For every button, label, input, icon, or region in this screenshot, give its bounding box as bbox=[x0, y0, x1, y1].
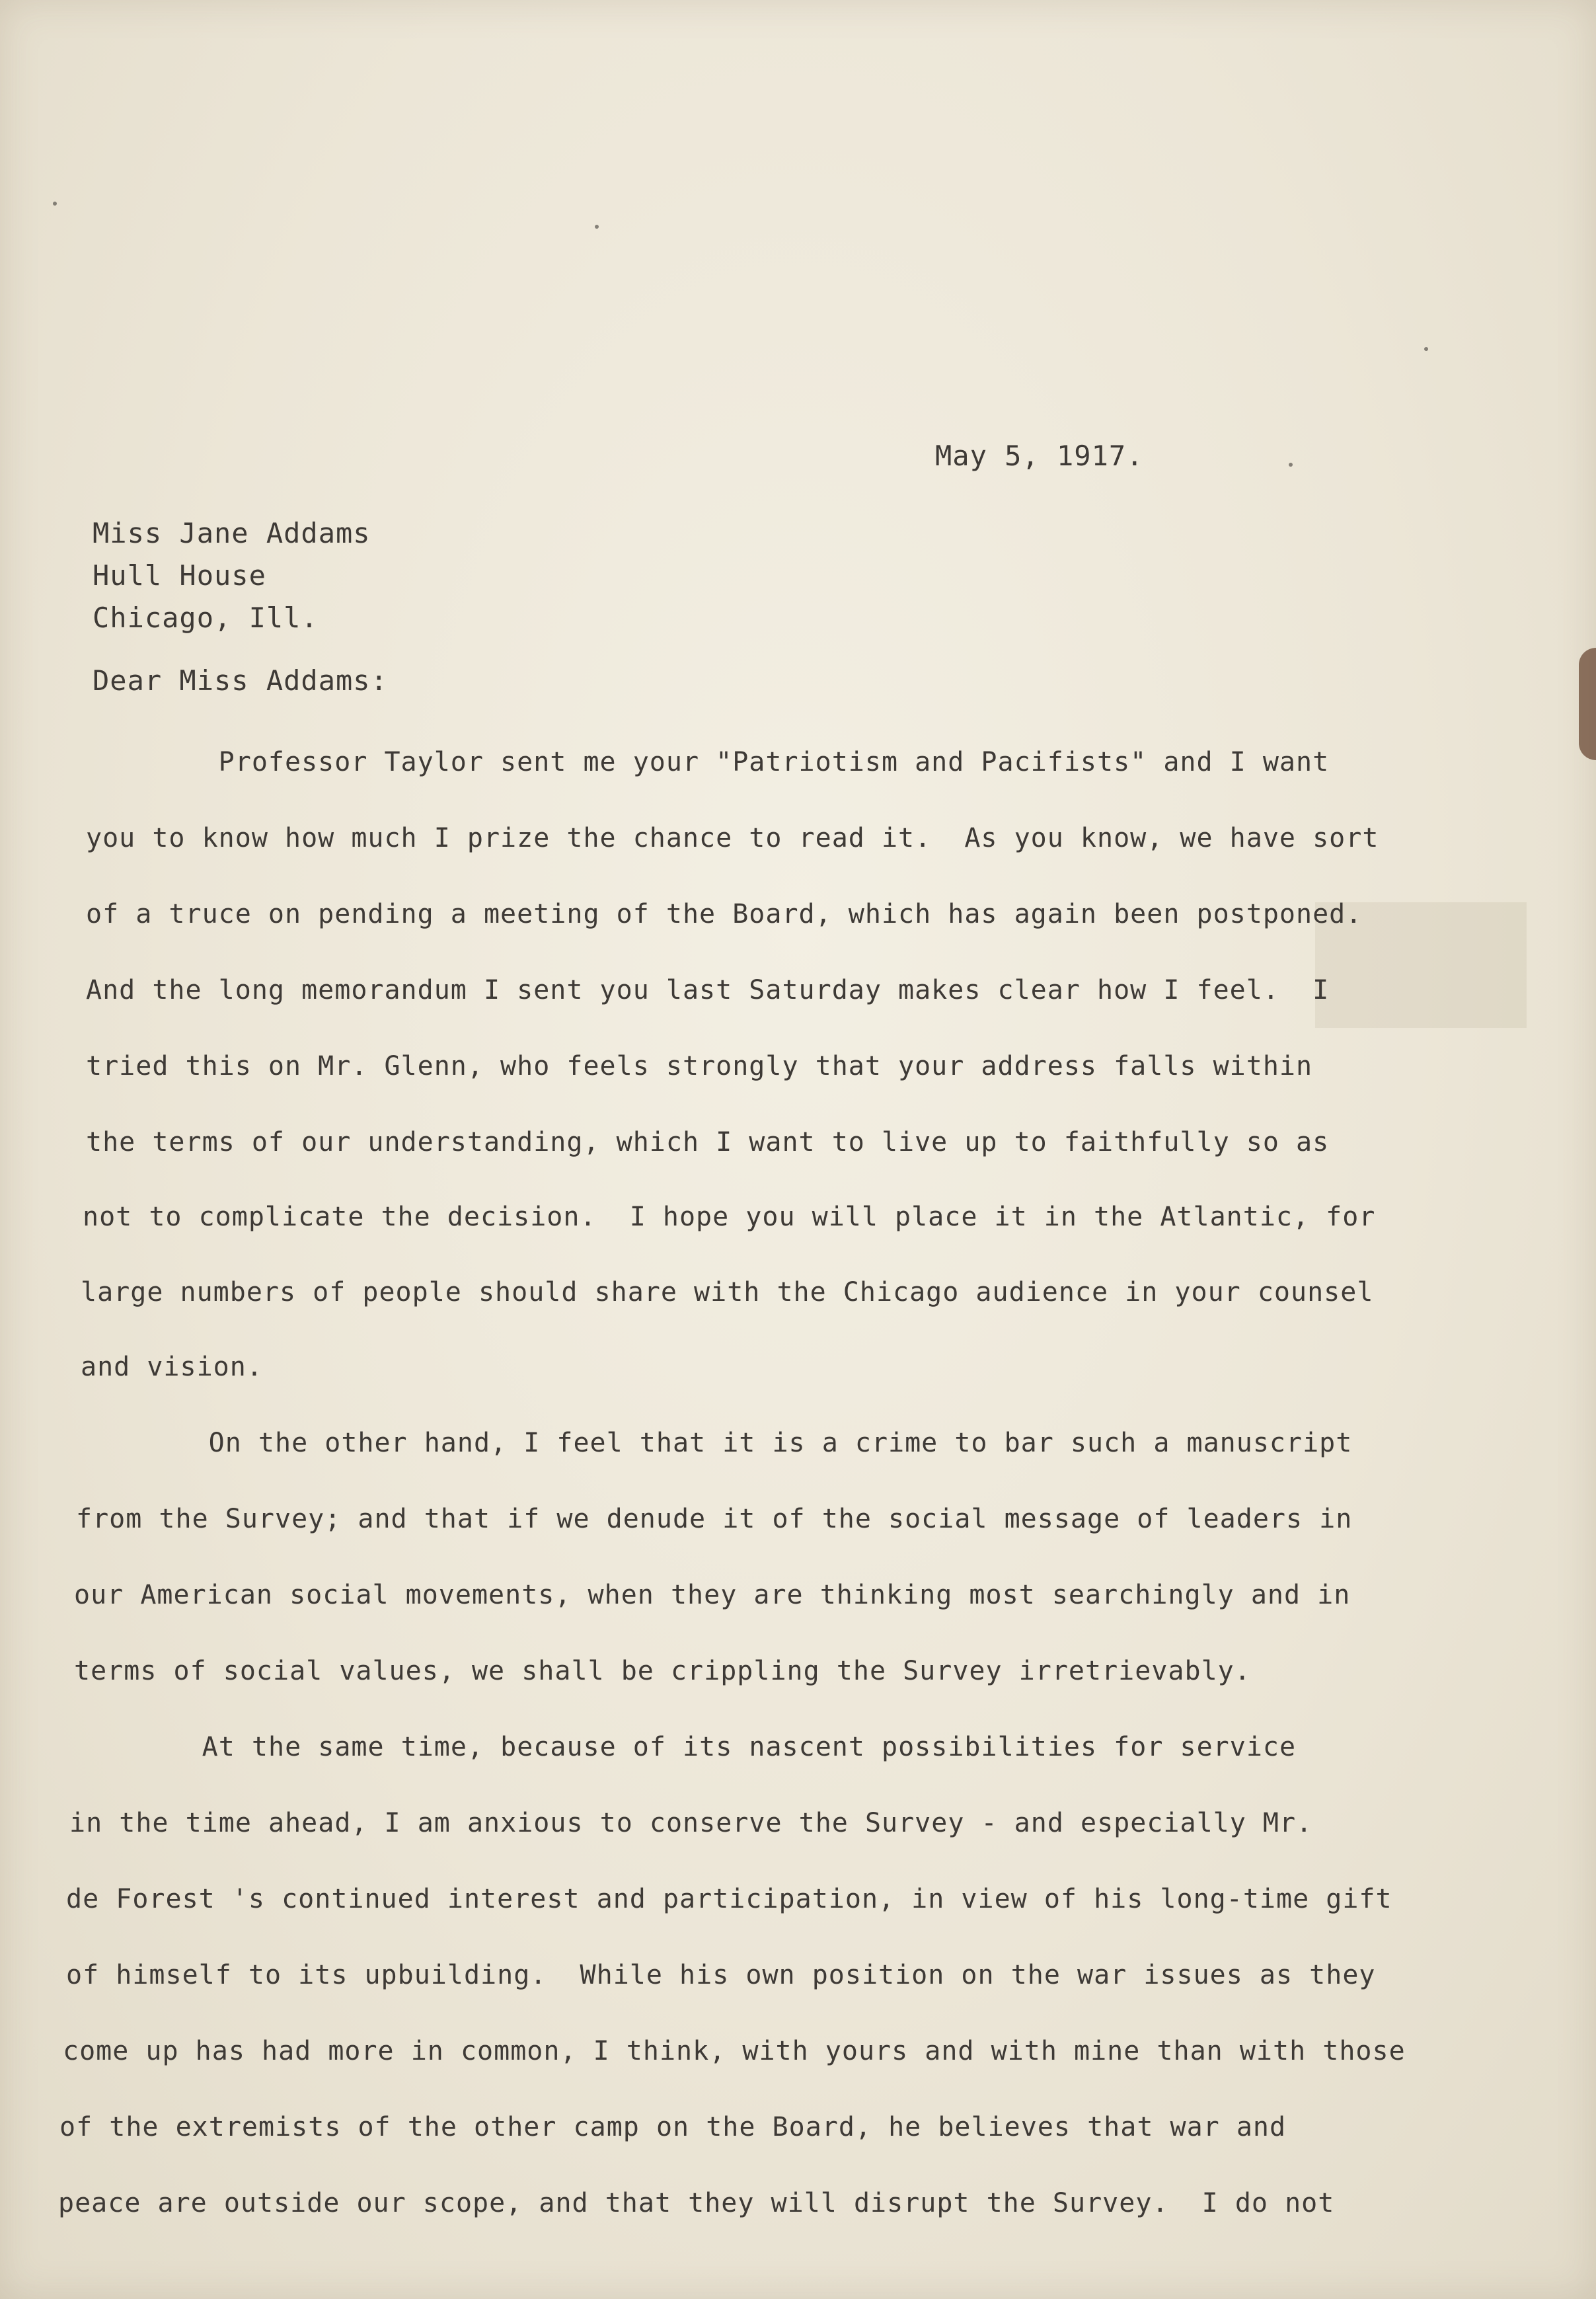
paper-speck bbox=[53, 202, 57, 206]
recipient-name: Miss Jane Addams bbox=[93, 517, 371, 549]
letter-line: and vision. bbox=[81, 1352, 263, 1382]
recipient-city: Chicago, Ill. bbox=[93, 602, 319, 634]
letter-line: On the other hand, I feel that it is a crime to bar such a manuscript bbox=[76, 1428, 1353, 1458]
letter-line: you to know how much I prize the chance to read it. As you know, we have sort bbox=[86, 823, 1379, 853]
paper-edge-damage bbox=[1579, 648, 1596, 760]
letter-line: from the Survey; and that if we denude it of the social message of leaders in bbox=[76, 1504, 1353, 1534]
letter-line: come up has had more in common, I think, with yours and with mine than with those bbox=[63, 2036, 1406, 2066]
letter-line: Professor Taylor sent me your "Patriotism and Pacifists" and I want bbox=[86, 747, 1330, 777]
salutation: Dear Miss Addams: bbox=[93, 664, 388, 697]
paper-speck bbox=[1424, 347, 1428, 351]
letter-line: of the extremists of the other camp on the Board, he believes that war and bbox=[59, 2112, 1287, 2142]
letter-line: terms of social values, we shall be crippling the Survey irretrievably. bbox=[74, 1656, 1251, 1686]
letter-line: not to complicate the decision. I hope you will place it in the Atlantic, for bbox=[83, 1202, 1376, 1232]
letter-line: the terms of our understanding, which I want to live up to faithfully so as bbox=[86, 1127, 1330, 1157]
letter-line: peace are outside our scope, and that they will disrupt the Survey. I do not bbox=[58, 2188, 1335, 2218]
letter-line: And the long memorandum I sent you last Saturday makes clear how I feel. I bbox=[86, 975, 1330, 1005]
letter-line: of a truce on pending a meeting of the Board, which has again been postponed. bbox=[86, 899, 1363, 929]
letter-line: At the same time, because of its nascent possibilities for service bbox=[69, 1732, 1297, 1762]
letter-line: tried this on Mr. Glenn, who feels strongly that your address falls within bbox=[86, 1051, 1313, 1081]
letter-date: May 5, 1917. bbox=[935, 440, 1144, 472]
paper-speck bbox=[1289, 463, 1293, 467]
letter-line: of himself to its upbuilding. While his own position on the war issues as they bbox=[66, 1960, 1376, 1990]
letter-line: in the time ahead, I am anxious to conserve the Survey - and especially Mr. bbox=[69, 1808, 1313, 1838]
letter-line: our American social movements, when they are thinking most searchingly and in bbox=[74, 1580, 1351, 1610]
letter-line: de Forest 's continued interest and participation, in view of his long-time gift bbox=[66, 1884, 1392, 1914]
letter-line: large numbers of people should share with the Chicago audience in your counsel bbox=[81, 1277, 1374, 1307]
paper-speck bbox=[595, 225, 599, 229]
recipient-org: Hull House bbox=[93, 559, 266, 592]
